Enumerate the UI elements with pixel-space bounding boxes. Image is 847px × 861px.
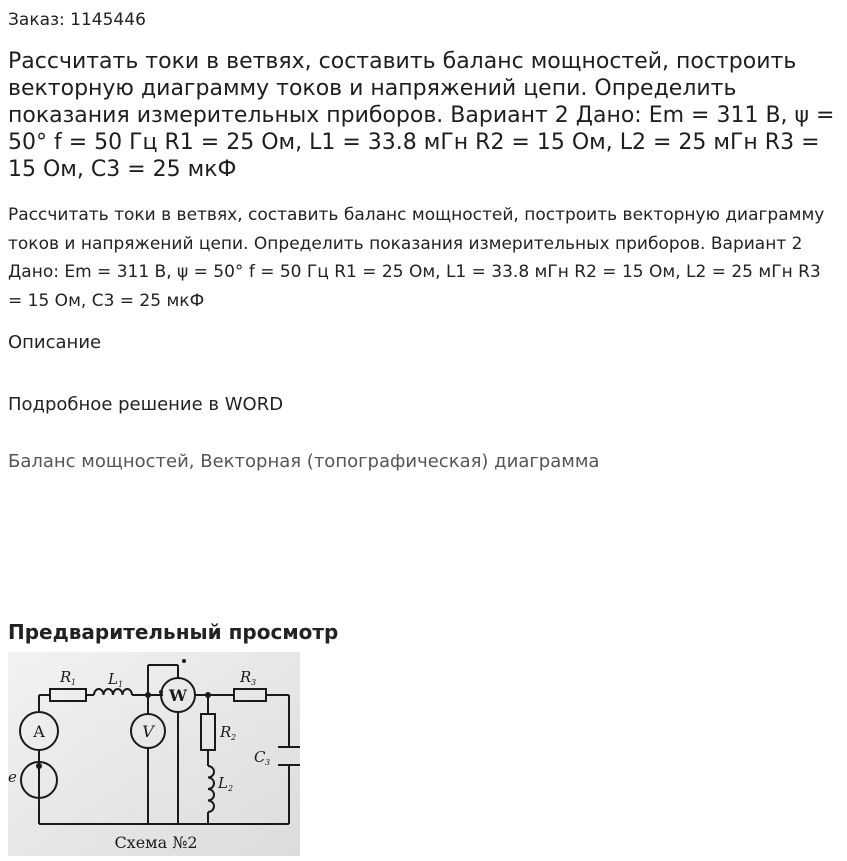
description-section-label: Описание	[8, 332, 102, 353]
preview-heading: Предварительный просмотр	[8, 620, 339, 644]
l1-label: L	[108, 670, 118, 688]
circuit-diagram	[8, 652, 300, 856]
l2-label: L	[218, 774, 228, 792]
order-number: Заказ: 1145446	[8, 10, 146, 30]
l1-label-sub: 1	[118, 680, 124, 689]
scheme-caption: Схема №2	[114, 833, 198, 852]
solution-features: Баланс мощностей, Векторная (топографическая) диаграмма	[8, 451, 600, 472]
preview-circuit-image[interactable]	[8, 652, 300, 856]
source-label: e	[8, 768, 17, 786]
c3-label: C	[254, 748, 266, 766]
task-description: Рассчитать токи в ветвях, составить баланс мощностей, построить векторную диаграмму токов и напряжений цепи. Определить показания измерительных приборов. Вариант 2 Дано: Em = 311 В, ψ = 50° f = 50 Гц R1 = 25 Ом, L1 = 33.8 мГн R2 = 15 Ом, L2 = 25 мГн R3 = 15 Ом, C3 = 25 мкФ	[8, 205, 825, 311]
l2-label-sub: 2	[228, 784, 234, 793]
c3-label-sub: 3	[265, 758, 271, 767]
page-title: Рассчитать токи в ветвях, составить баланс мощностей, построить векторную диаграмму токов и напряжений цепи. Определить показания измерительных приборов. Вариант 2 Дано: Em = 311 В, ψ = 50° f = 50 Гц R1 = 25 Ом, L1 = 33.8 мГн R2 = 15 Ом, L2 = 25 мГн R3 = 15 Ом, C3 = 25 мкФ	[8, 49, 835, 182]
r3-label: R	[240, 668, 252, 686]
ammeter-label: A	[33, 722, 45, 741]
wattmeter-label: W	[169, 686, 187, 705]
voltmeter-label: V	[142, 722, 154, 741]
solution-note: Подробное решение в WORD	[8, 394, 284, 415]
r1-label-sub: 1	[71, 678, 77, 687]
r1-label: R	[60, 668, 72, 686]
r3-label-sub: 3	[251, 678, 257, 687]
r2-label: R	[220, 723, 232, 741]
r2-label-sub: 2	[231, 733, 237, 742]
